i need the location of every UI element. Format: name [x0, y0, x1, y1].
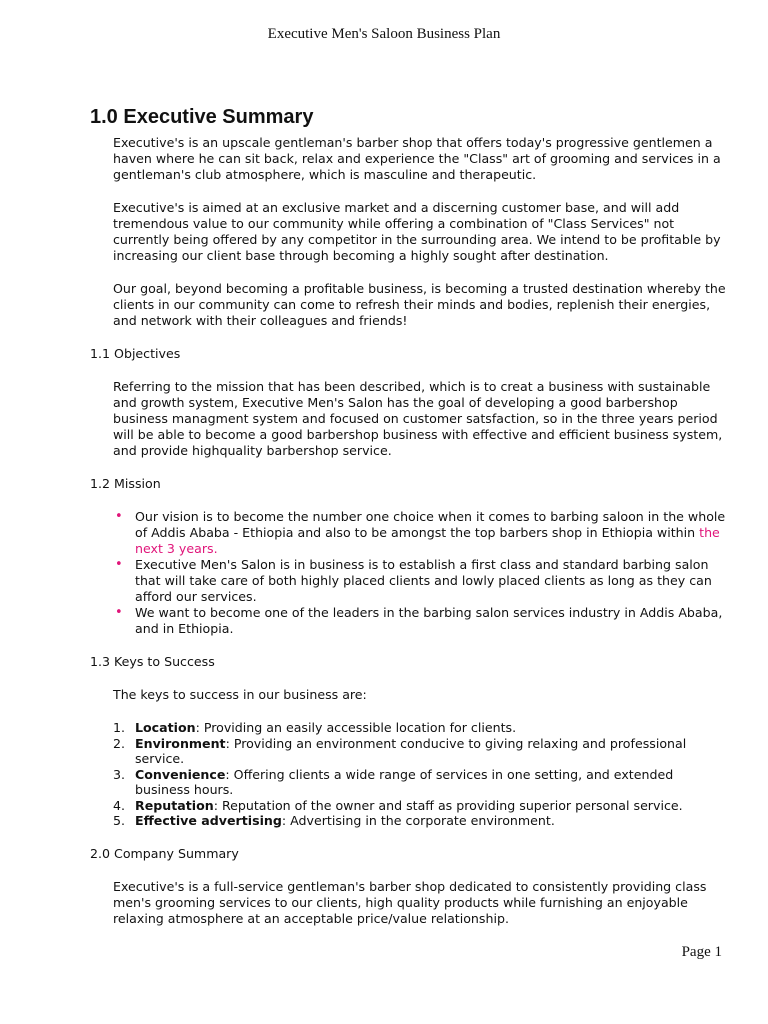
summary-paragraph: Our goal, beyond becoming a profitable business, is becoming a trusted destination whereby the clients in our community can come to refresh their minds and bodies, replenish their energies, and network with their colleagues and friends!	[113, 281, 726, 328]
list-item	[113, 557, 730, 605]
company-paragraph: Executive's is a full-service gentleman's barber shop dedicated to consistently providing class men's grooming services to our clients, high quality products while furnishing an enjoyable relaxing atmosphere at an acceptable price/value relationship.	[113, 878, 707, 926]
bullet-icon: •	[115, 605, 123, 620]
mission-bullet-text: Our vision is to become the number one choice when it comes to barbing saloon in the whole of Addis Ababa - Ethiopia and also to be amongst the top barbers shop in Ethiopia within	[135, 509, 726, 540]
mission-list	[90, 509, 730, 637]
subsection-heading-keys: 1.3 Keys to Success	[90, 654, 215, 669]
page-number: Page 1	[681, 944, 722, 960]
mission-bullet-text: Executive Men's Salon is in business is to establish a first class and standard barbing salon that will take care of both highly placed clients and lowly placed clients as long as they can afford our services.	[135, 557, 712, 604]
list-item	[113, 605, 730, 637]
list-item	[113, 736, 730, 767]
list-number: 3.	[113, 766, 126, 782]
key-term: Convenience	[135, 766, 226, 782]
bullet-icon: •	[115, 557, 123, 572]
key-term: Reputation	[135, 797, 214, 813]
document-header: Executive Men's Saloon Business Plan	[267, 26, 501, 42]
list-item	[113, 720, 730, 736]
key-description: : Providing an easily accessible location for clients.	[195, 720, 517, 735]
key-description: : Reputation of the owner and staff as providing superior personal service.	[213, 797, 683, 813]
keys-list	[90, 720, 730, 829]
summary-paragraph: Executive's is aimed at an exclusive market and a discerning customer base, and will add tremendous value to our community while offering a combination of "Class Services" not currently being offered by any competitor in the surrounding area. We intend to be profitable by increasing our client base through becoming a highly sought after destination.	[113, 200, 721, 263]
key-description: : Offering clients a wide range of services in one setting, and extended business hours.	[135, 766, 674, 797]
key-term: Environment	[135, 735, 226, 751]
bullet-icon: •	[115, 509, 123, 524]
section-heading-company-summary: 2.0 Company Summary	[90, 845, 239, 861]
keys-intro: The keys to success in our business are:	[113, 687, 367, 702]
highlight-text: the next 3 years.	[135, 525, 720, 556]
subsection-heading-mission: 1.2 Mission	[90, 476, 161, 491]
summary-paragraph: Executive's is an upscale gentleman's barber shop that offers today's progressive gentlemen a haven where he can sit back, relax and experience the "Class" art of grooming and services in a gentleman's club atmosphere, which is masculine and therapeutic.	[113, 135, 721, 182]
document-body	[90, 106, 730, 944]
list-item	[113, 509, 730, 557]
section-heading-executive-summary: 1.0 Executive Summary	[90, 106, 314, 128]
subsection-heading-objectives: 1.1 Objectives	[90, 346, 181, 361]
list-number: 5.	[113, 813, 126, 828]
list-number: 2.	[113, 735, 126, 751]
list-item	[113, 813, 730, 829]
key-term: Location	[135, 720, 196, 735]
list-number: 1.	[113, 720, 126, 735]
list-item	[113, 798, 730, 814]
list-item	[113, 767, 730, 798]
objectives-paragraph: Referring to the mission that has been described, which is to creat a business with sustainable and growth system, Executive Men's Salon has the goal of developing a good barbershop business managment system and focused on customer satsfaction, so in the three years period will be able to become a good barbershop business with effective and efficient business system, and provide highquality barbershop service.	[113, 379, 723, 458]
key-description: : Providing an environment conducive to giving relaxing and professional service.	[135, 735, 687, 766]
list-number: 4.	[113, 797, 126, 813]
key-description: : Advertising in the corporate environment.	[281, 813, 555, 828]
key-term: Effective advertising	[135, 813, 282, 828]
mission-bullet-text: We want to become one of the leaders in the barbing salon services industry in Addis Ababa, and in Ethiopia.	[135, 605, 723, 636]
